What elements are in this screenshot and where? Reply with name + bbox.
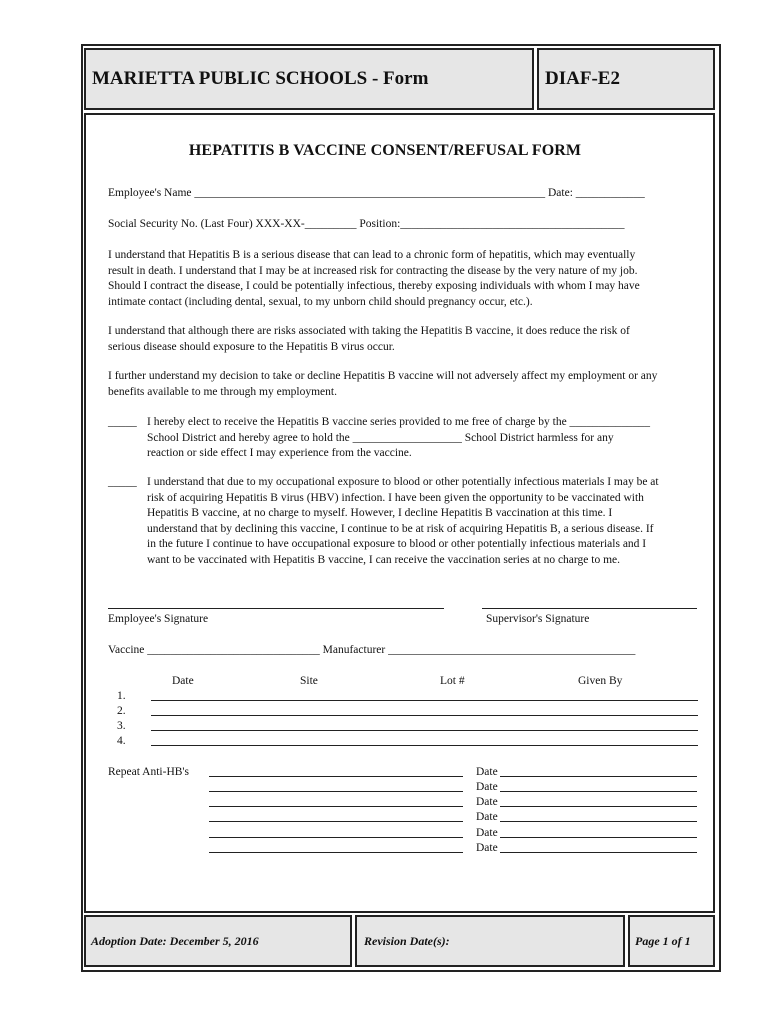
consent-option [147,415,712,462]
row-number: 2. [117,705,126,717]
repeat-date-label: Date [476,842,498,854]
text-line: I understand that although there are risks associated with taking the Hepatitis B vaccine, it does reduce the risk of [108,325,630,337]
ssn-position-field[interactable]: Social Security No. (Last Four) XXX-XX-_________ Position:_______________________________________ [108,218,625,230]
repeat-date-label: Date [476,827,498,839]
paragraph-employment [108,369,708,400]
column-header-lot: Lot # [440,675,465,687]
repeat-date-label: Date [476,811,498,823]
page-number: Page 1 of 1 [635,934,691,948]
vaccination-row-line[interactable] [151,715,698,716]
footer-adoption-box [84,915,352,967]
column-header-given-by: Given By [578,675,623,687]
text-line: serious disease should exposure to the Hepatitis B virus occur. [108,340,395,353]
repeat-result-line[interactable] [209,791,463,792]
repeat-anti-hbs-label: Repeat Anti-HB's [108,766,189,778]
refusal-option [147,475,712,568]
repeat-date-line[interactable] [500,837,697,838]
text-line: I understand that Hepatitis B is a serious disease that can lead to a chronic form of hepatitis, which may eventually [108,249,636,261]
paragraph-risk [108,248,708,310]
employee-signature-line[interactable] [108,608,444,609]
repeat-date-line[interactable] [500,821,697,822]
repeat-date-line[interactable] [500,852,697,853]
revision-dates: Revision Date(s): [364,934,450,948]
footer-page-box [628,915,715,967]
refusal-checkbox-blank[interactable]: _____ [108,476,137,488]
row-number: 3. [117,720,126,732]
text-line: risk of acquiring Hepatitis B virus (HBV) infection. I have been given the opportunity to be vaccinated with [147,491,644,504]
footer-revision-box [355,915,625,967]
column-header-site: Site [300,675,318,687]
supervisor-signature-line[interactable] [482,608,697,609]
form-title: HEPATITIS B VACCINE CONSENT/REFUSAL FORM [188,142,582,159]
text-line: Hepatitis B vaccine, at no charge to myself. However, I decline Hepatitis B vaccination at this time. I [147,507,613,519]
repeat-result-line[interactable] [209,806,463,807]
header-title: MARIETTA PUBLIC SCHOOLS - Form [92,68,429,89]
adoption-date: Adoption Date: December 5, 2016 [91,934,259,948]
row-number: 1. [117,690,126,702]
column-header-date: Date [172,675,194,687]
repeat-date-label: Date [476,766,498,778]
text-line: I hereby elect to receive the Hepatitis B vaccine series provided to me free of charge by the ______________ [147,416,651,428]
repeat-date-line[interactable] [500,791,697,792]
repeat-date-line[interactable] [500,776,697,777]
text-line: in the future I continue to have occupational exposure to blood or other potentially infectious materials and I [147,538,647,550]
consent-checkbox-blank[interactable]: _____ [108,416,137,428]
text-line: result in death. I understand that I may be at increased risk for contracting the disease by the very nature of my job. [108,264,638,277]
vaccine-manufacturer-field[interactable]: Vaccine ______________________________ Manufacturer ___________________________________________ [108,644,636,656]
text-line: School District and hereby agree to hold the ___________________ School District harmless for any [147,431,614,444]
text-line: I further understand my decision to take or decline Hepatitis B vaccine will not adversely affect my employment or any [108,370,658,382]
supervisor-signature-label: Supervisor's Signature [486,613,590,625]
vaccination-row-line[interactable] [151,745,698,746]
text-line: intimate contact (including dental, sexual, to my unborn child should pregnancy occur, etc.). [108,295,533,308]
text-line: reaction or side effect I may experience from the vaccine. [147,447,412,459]
repeat-result-line[interactable] [209,776,463,777]
vaccination-row-line[interactable] [151,730,698,731]
text-line: understand that by declining this vaccine, I continue to be at risk of acquiring Hepatitis B, a serious disease. If [147,522,654,535]
paragraph-vaccine-benefit [108,324,708,355]
employee-signature-label: Employee's Signature [108,613,209,625]
header-code-box [537,48,715,110]
header-title-box [84,48,534,110]
repeat-date-line[interactable] [500,806,697,807]
text-line: benefits available to me through my employment. [108,385,337,398]
repeat-date-label: Date [476,796,498,808]
repeat-result-line[interactable] [209,837,463,838]
employee-name-field[interactable]: Employee's Name _____________________________________________________________ Date: ____________ [108,187,645,199]
text-line: want to be vaccinated with Hepatitis B vaccine, I can receive the vaccination series at no charge to me. [147,553,621,566]
repeat-date-label: Date [476,781,498,793]
row-number: 4. [117,735,126,747]
text-line: Should I contract the disease, I could be potentially infectious, thereby exposing individuals with whom I may have [108,280,640,292]
vaccination-row-line[interactable] [151,700,698,701]
text-line: I understand that due to my occupational exposure to blood or other potentially infectious materials I may be at [147,476,659,488]
repeat-result-line[interactable] [209,821,463,822]
form-code: DIAF-E2 [545,68,620,89]
repeat-result-line[interactable] [209,852,463,853]
